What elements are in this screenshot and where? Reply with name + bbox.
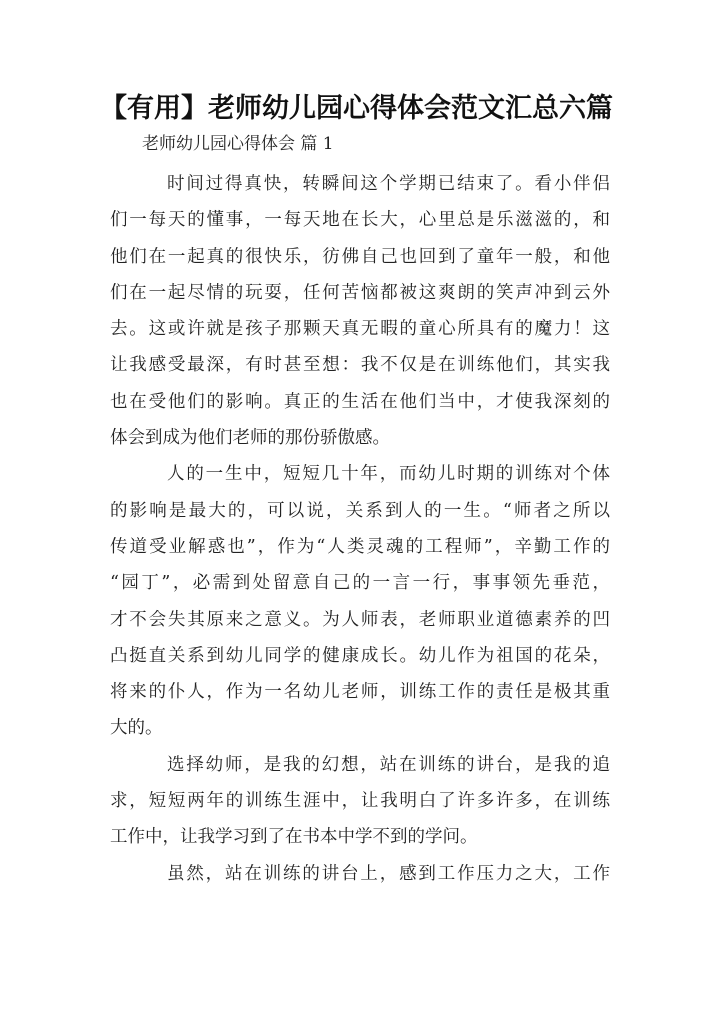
text-line: 选择幼师，是我的幻想，站在训练的讲台，是我的追 bbox=[167, 754, 610, 775]
text-line: 让我感受最深，有时甚至想：我不仅是在训练他们，其实我 bbox=[110, 355, 610, 376]
text-line: 的影响是最大的，可以说，关系到人的一生。“师者之所以 bbox=[110, 500, 610, 521]
text-line: 传道受业解惑也”，作为“人类灵魂的工程师”，辛勤工作的 bbox=[110, 536, 610, 557]
text-line: 求，短短两年的训练生涯中，让我明白了许多许多，在训练 bbox=[110, 791, 610, 812]
text-line: 们在一起尽情的玩耍，任何苦恼都被这爽朗的笑声冲到云外 bbox=[110, 282, 610, 303]
text-line: 人的一生中，短短几十年，而幼儿时期的训练对个体 bbox=[167, 464, 610, 485]
text-line: 时间过得真快，转瞬间这个学期已结束了。看小伴侣 bbox=[167, 174, 610, 194]
document-title: 【有用】老师幼儿园心得体会范文汇总六篇 bbox=[100, 93, 613, 124]
text-line: 去。这或许就是孩子那颗天真无暇的童心所具有的魔力！这 bbox=[110, 319, 610, 340]
text-line: 将来的仆人，作为一名幼儿老师，训练工作的责任是极其重 bbox=[110, 682, 610, 703]
paragraph bbox=[110, 860, 610, 896]
text-line: 才不会失其原来之意义。为人师表，老师职业道德素养的凹 bbox=[110, 609, 610, 630]
text-line: 虽然，站在训练的讲台上，感到工作压力之大，工作 bbox=[167, 863, 610, 884]
paragraph bbox=[110, 170, 610, 460]
paragraph bbox=[110, 460, 610, 750]
document-body bbox=[110, 170, 610, 896]
section-heading: 老师幼儿园心得体会 篇 1 bbox=[142, 134, 334, 154]
text-line: 也在受他们的影响。真正的生活在他们当中，才使我深刻的 bbox=[110, 391, 610, 412]
text-line: 他们在一起真的很快乐，彷佛自己也回到了童年一般，和他 bbox=[110, 246, 610, 267]
text-line: 们一每天的懂事，一每天地在长大，心里总是乐滋滋的，和 bbox=[110, 210, 610, 231]
text-line: 工作中，让我学习到了在书本中学不到的学问。 bbox=[110, 827, 478, 848]
text-line: “园丁”，必需到处留意自己的一言一行，事事领先垂范， bbox=[110, 573, 610, 594]
text-line: 体会到成为他们老师的那份骄傲感。 bbox=[110, 428, 390, 449]
text-line: 凸挺直关系到幼儿同学的健康成长。幼儿作为祖国的花朵， bbox=[110, 645, 610, 666]
paragraph bbox=[110, 751, 610, 860]
text-line: 大的。 bbox=[110, 718, 163, 739]
